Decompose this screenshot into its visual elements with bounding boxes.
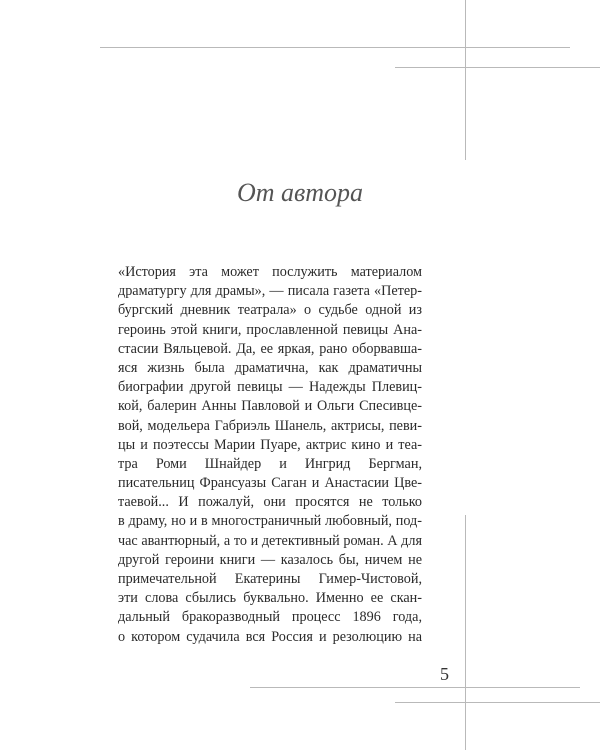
text-line: в драму, но и в многостраничный любовный, под- xyxy=(118,513,422,530)
vertical-rule-top xyxy=(465,0,466,160)
text-line: героинь этой книги, прославленной певицы Ана- xyxy=(118,321,422,338)
text-line: цы и поэтессы Марии Пуаре, актрис кино и теа- xyxy=(118,436,422,453)
text-line: другой героини книги — казалось бы, ничем не xyxy=(118,551,422,568)
text-line: о котором судачила вся Россия и резолюцию на xyxy=(118,628,422,645)
text-line: дальный бракоразводный процесс 1896 года, xyxy=(118,609,422,626)
text-line: яся жизнь была драматична, как драматичны xyxy=(118,359,422,376)
chapter-title: От автора xyxy=(236,178,364,207)
vertical-rule-bottom xyxy=(465,515,466,750)
horizontal-rule-top xyxy=(100,47,570,48)
horizontal-rule-top-short xyxy=(395,67,600,68)
text-line: «История эта может послужить материалом xyxy=(118,264,422,280)
text-line: биографии другой певицы — Надежды Плевиц- xyxy=(118,379,422,396)
text-line: тра Роми Шнайдер и Ингрид Бергман, xyxy=(118,455,422,472)
text-line: эти слова сбылись буквально. Именно ее скан- xyxy=(118,590,422,607)
horizontal-rule-bottom-short xyxy=(395,702,600,703)
text-line: писательниц Франсуазы Саган и Анастасии Цве- xyxy=(118,475,422,492)
text-line: таевой... И пожалуй, они просятся не только xyxy=(118,494,422,511)
text-line: бургский дневник театрала» о судьбе одной из xyxy=(118,302,422,319)
text-line: стасии Вяльцевой. Да, ее яркая, рано оборвавша- xyxy=(118,340,422,357)
horizontal-rule-bottom xyxy=(250,687,580,688)
page-number: 5 xyxy=(440,664,449,684)
text-line: кой, балерин Анны Павловой и Ольги Спесивце- xyxy=(118,398,422,415)
text-line: вой, модельера Габриэль Шанель, актрисы, певи- xyxy=(118,417,422,434)
text-line: час авантюрный, а то и детективный роман. А для xyxy=(118,532,422,549)
text-line: драматургу для драмы», — писала газета «Петер- xyxy=(118,283,422,300)
body-text xyxy=(118,263,422,647)
text-line: примечательной Екатерины Гимер-Чистовой, xyxy=(118,571,422,587)
